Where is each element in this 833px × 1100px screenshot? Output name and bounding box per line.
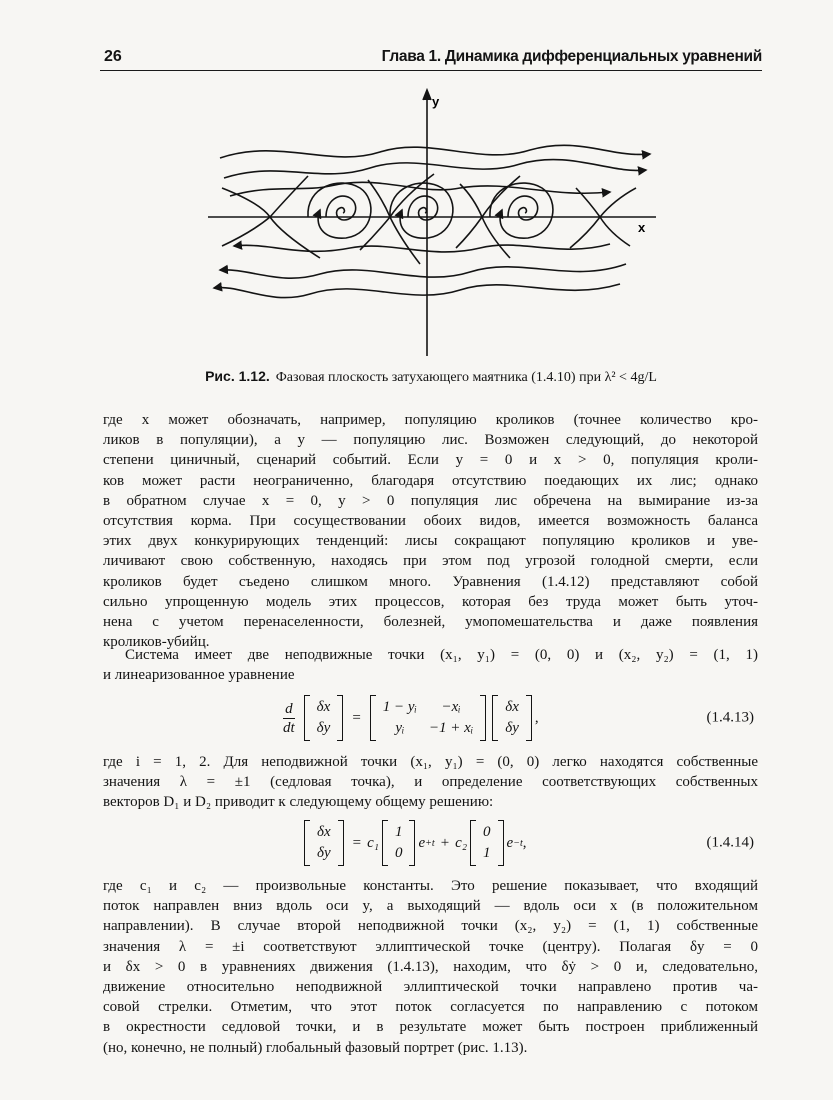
caption-text: Фазовая плоскость затухающего маятника (1.4.10) при λ² < 4g/L xyxy=(275,370,657,385)
delta-vector: δx δy xyxy=(304,695,344,741)
equation-1-4-14: δx δy = c₁ 1 0 e +t + c₂ 0 1 e −t , (1.4.14) xyxy=(103,813,758,873)
flow-bottom-1 xyxy=(214,284,620,298)
equation-number: (1.4.14) xyxy=(706,834,754,851)
flow-top-2 xyxy=(224,160,646,178)
text-line: где x может обозначать, например, популяцию кроликов (точнее количество кро- xyxy=(103,412,758,428)
paragraph-4 xyxy=(103,876,758,1058)
text-line: Система имеет две неподвижные точки (x₁, y₁) = (0, 0) и (x₂, y₂) = (1, 1) xyxy=(125,647,758,663)
y-axis-label: y xyxy=(432,94,440,109)
text-line: где c₁ и c₂ — произвольные константы. Это решение показывает, что входящий xyxy=(103,878,758,894)
eigenvector-1: 1 0 xyxy=(382,820,416,866)
flow-bottom-3 xyxy=(234,244,610,252)
page-header xyxy=(100,44,762,71)
text-line: этих двух конкурирующих тенденций: лисы сокращают популяцию кроликов и уве- xyxy=(103,533,758,550)
figure-caption xyxy=(100,368,762,386)
paragraph-3 xyxy=(103,752,758,813)
text-line: ков может расти неограниченно, благодаря отсутствию поедающих их лис; однако xyxy=(103,472,758,489)
equation-1-4-13: $\frac{d}{dt}$ δx δy = 1 − yᵢ −xᵢ yᵢ −1 + xᵢ δx δy , (1.4.13) xyxy=(103,688,758,748)
text-line: движение относительно неподвижной эллиптической точки направлено против ча- xyxy=(103,979,758,996)
text-line: поток направлен вниз вдоль оси y, а выходящий — вдоль оси x (в положительном xyxy=(103,898,758,915)
text-line: в окрестности седловой точки, и в результате может быть построен приближенный xyxy=(103,1019,758,1036)
text-line: направлении). В случае второй неподвижной точки (x₂, y₂) = (1, 1) собственные xyxy=(103,918,758,935)
delta-vector: δx δy xyxy=(304,820,344,866)
phase-portrait-svg xyxy=(190,88,660,360)
text-line: и δx > 0 в уравнениях движения (1.4.13), находим, что δẏ > 0 и, следовательно, xyxy=(103,958,758,975)
text-line: в обратном случае x = 0, y > 0 популяция лис обречена на вымирание из-за xyxy=(103,492,758,509)
text-line: векторов D₁ и D₂ приводит к следующему общему решению: xyxy=(103,794,494,811)
text-line: сильно упрощенную модель этих процессов, которая без труда может быть уточ- xyxy=(103,593,758,610)
text-line: ликов в популяции), а y — популяцию лис. Возможен следующий, до некоторой xyxy=(103,432,758,449)
text-line: кроликов будет съедено слишком много. Уравнения (1.4.12) представляют собой xyxy=(103,573,758,590)
flow-bottom-2 xyxy=(220,264,626,278)
text-line: значения λ = ±1 (седловая точка), и определение соответствующих собственных xyxy=(103,774,758,791)
text-line: и линеаризованное уравнение xyxy=(103,667,295,684)
phase-portrait-figure xyxy=(190,88,660,360)
text-line: степени циничный, сценарий событий. Если y = 0 и x > 0, популяция кроли- xyxy=(103,452,758,469)
delta-vector: δx δy xyxy=(492,695,532,741)
text-line: личивают свою собственную, находясь при этом под угрозой голодной смерти, если xyxy=(103,553,758,570)
paragraph-2 xyxy=(103,645,758,685)
page-number: 26 xyxy=(104,48,122,65)
text-line: (но, конечно, не полный) глобальный фазовый портрет (рис. 1.13). xyxy=(103,1039,528,1056)
text-line: совой стрелки. Отметим, что этот поток согласуется по направлению с потоком xyxy=(103,999,758,1016)
separatrix-8 xyxy=(570,188,636,248)
chapter-title: Глава 1. Динамика дифференциальных уравнений xyxy=(381,48,762,65)
caption-label: Рис. 1.12. xyxy=(205,368,270,384)
flow-top-1 xyxy=(220,145,650,158)
paragraph-1 xyxy=(103,410,758,652)
text-line: нена с учетом перенаселенности, болезней, умопомешательства и даже появления xyxy=(103,614,758,631)
derivative-operator: $\frac{d}{dt}$ xyxy=(283,700,295,736)
text-line: отсутствия корма. При сосуществовании обоих видов, имеется возможность баланса xyxy=(103,513,758,530)
eigenvector-2: 0 1 xyxy=(470,820,504,866)
x-axis-label: x xyxy=(638,220,646,235)
text-line: где i = 1, 2. Для неподвижной точки (x₁, y₁) = (0, 0) легко находятся собственные xyxy=(103,754,758,770)
text-line: кроликов-убийц. xyxy=(103,634,210,651)
text-line: значения λ = ±i соответствуют эллиптической точке (центру). Полагая δy = 0 xyxy=(103,938,758,955)
jacobian-matrix: 1 − yᵢ −xᵢ yᵢ −1 + xᵢ xyxy=(370,695,486,741)
equation-number: (1.4.13) xyxy=(706,709,754,726)
